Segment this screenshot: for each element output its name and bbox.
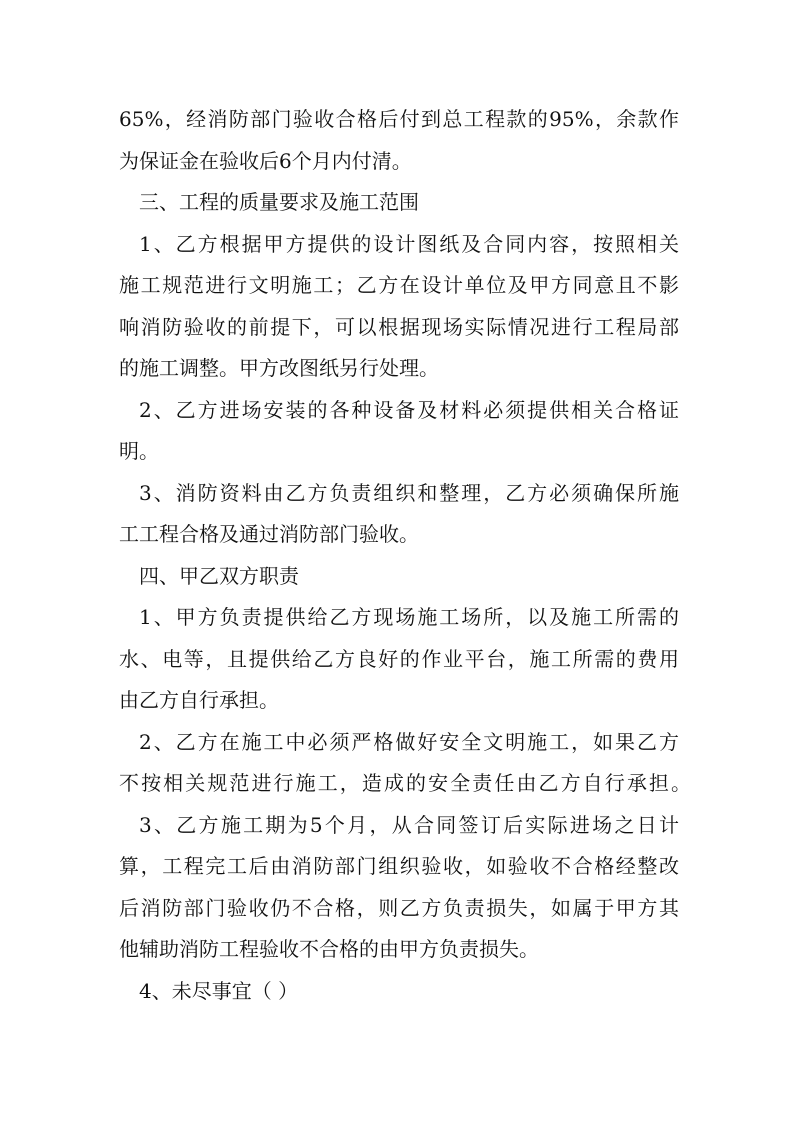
text-line: 施工规范进行文明施工；乙方在设计单位及甲方同意且不影	[119, 273, 679, 297]
text-line: 算，工程完工后由消防部门组织验收，如验收不合格经整改	[119, 854, 679, 878]
text-line: 不按相关规范进行施工，造成的安全责任由乙方自行承担。	[119, 771, 691, 795]
text-line: 工工程合格及通过消防部门验收。	[119, 522, 419, 546]
text-line: 2、乙方进场安装的各种设备及材料必须提供相关合格证	[139, 397, 679, 422]
text-line: 由乙方自行承担。	[119, 688, 279, 712]
text-line: 明。	[119, 439, 159, 463]
text-line: 3、乙方施工期为5个月，从合同签订后实际进场之日计	[139, 812, 679, 837]
document-body	[119, 99, 691, 1012]
text-line: 他辅助消防工程验收不合格的由甲方负责损失。	[119, 937, 539, 961]
text-line: 4、未尽事宜（ ）	[139, 978, 299, 1003]
text-line: 的施工调整。甲方改图纸另行处理。	[119, 356, 439, 380]
text-line: 后消防部门验收仍不合格，则乙方负责损失，如属于甲方其	[119, 895, 679, 920]
text-line: 65%，经消防部门验收合格后付到总工程款的95%，余款作	[119, 107, 679, 131]
section-heading: 四、甲乙双方职责	[139, 563, 299, 588]
text-line: 2、乙方在施工中必须严格做好安全文明施工，如果乙方	[139, 729, 679, 754]
text-line: 1、甲方负责提供给乙方现场施工场所，以及施工所需的	[139, 605, 679, 629]
text-line: 1、乙方根据甲方提供的设计图纸及合同内容，按照相关	[139, 231, 679, 256]
section-heading: 三、工程的质量要求及施工范围	[139, 190, 419, 214]
text-line: 3、消防资料由乙方负责组织和整理，乙方必须确保所施	[139, 480, 679, 505]
text-line: 响消防验收的前提下，可以根据现场实际情况进行工程局部	[119, 314, 679, 339]
text-line: 水、电等，且提供给乙方良好的作业平台，施工所需的费用	[119, 646, 679, 671]
text-line: 为保证金在验收后6个月内付清。	[119, 148, 412, 173]
